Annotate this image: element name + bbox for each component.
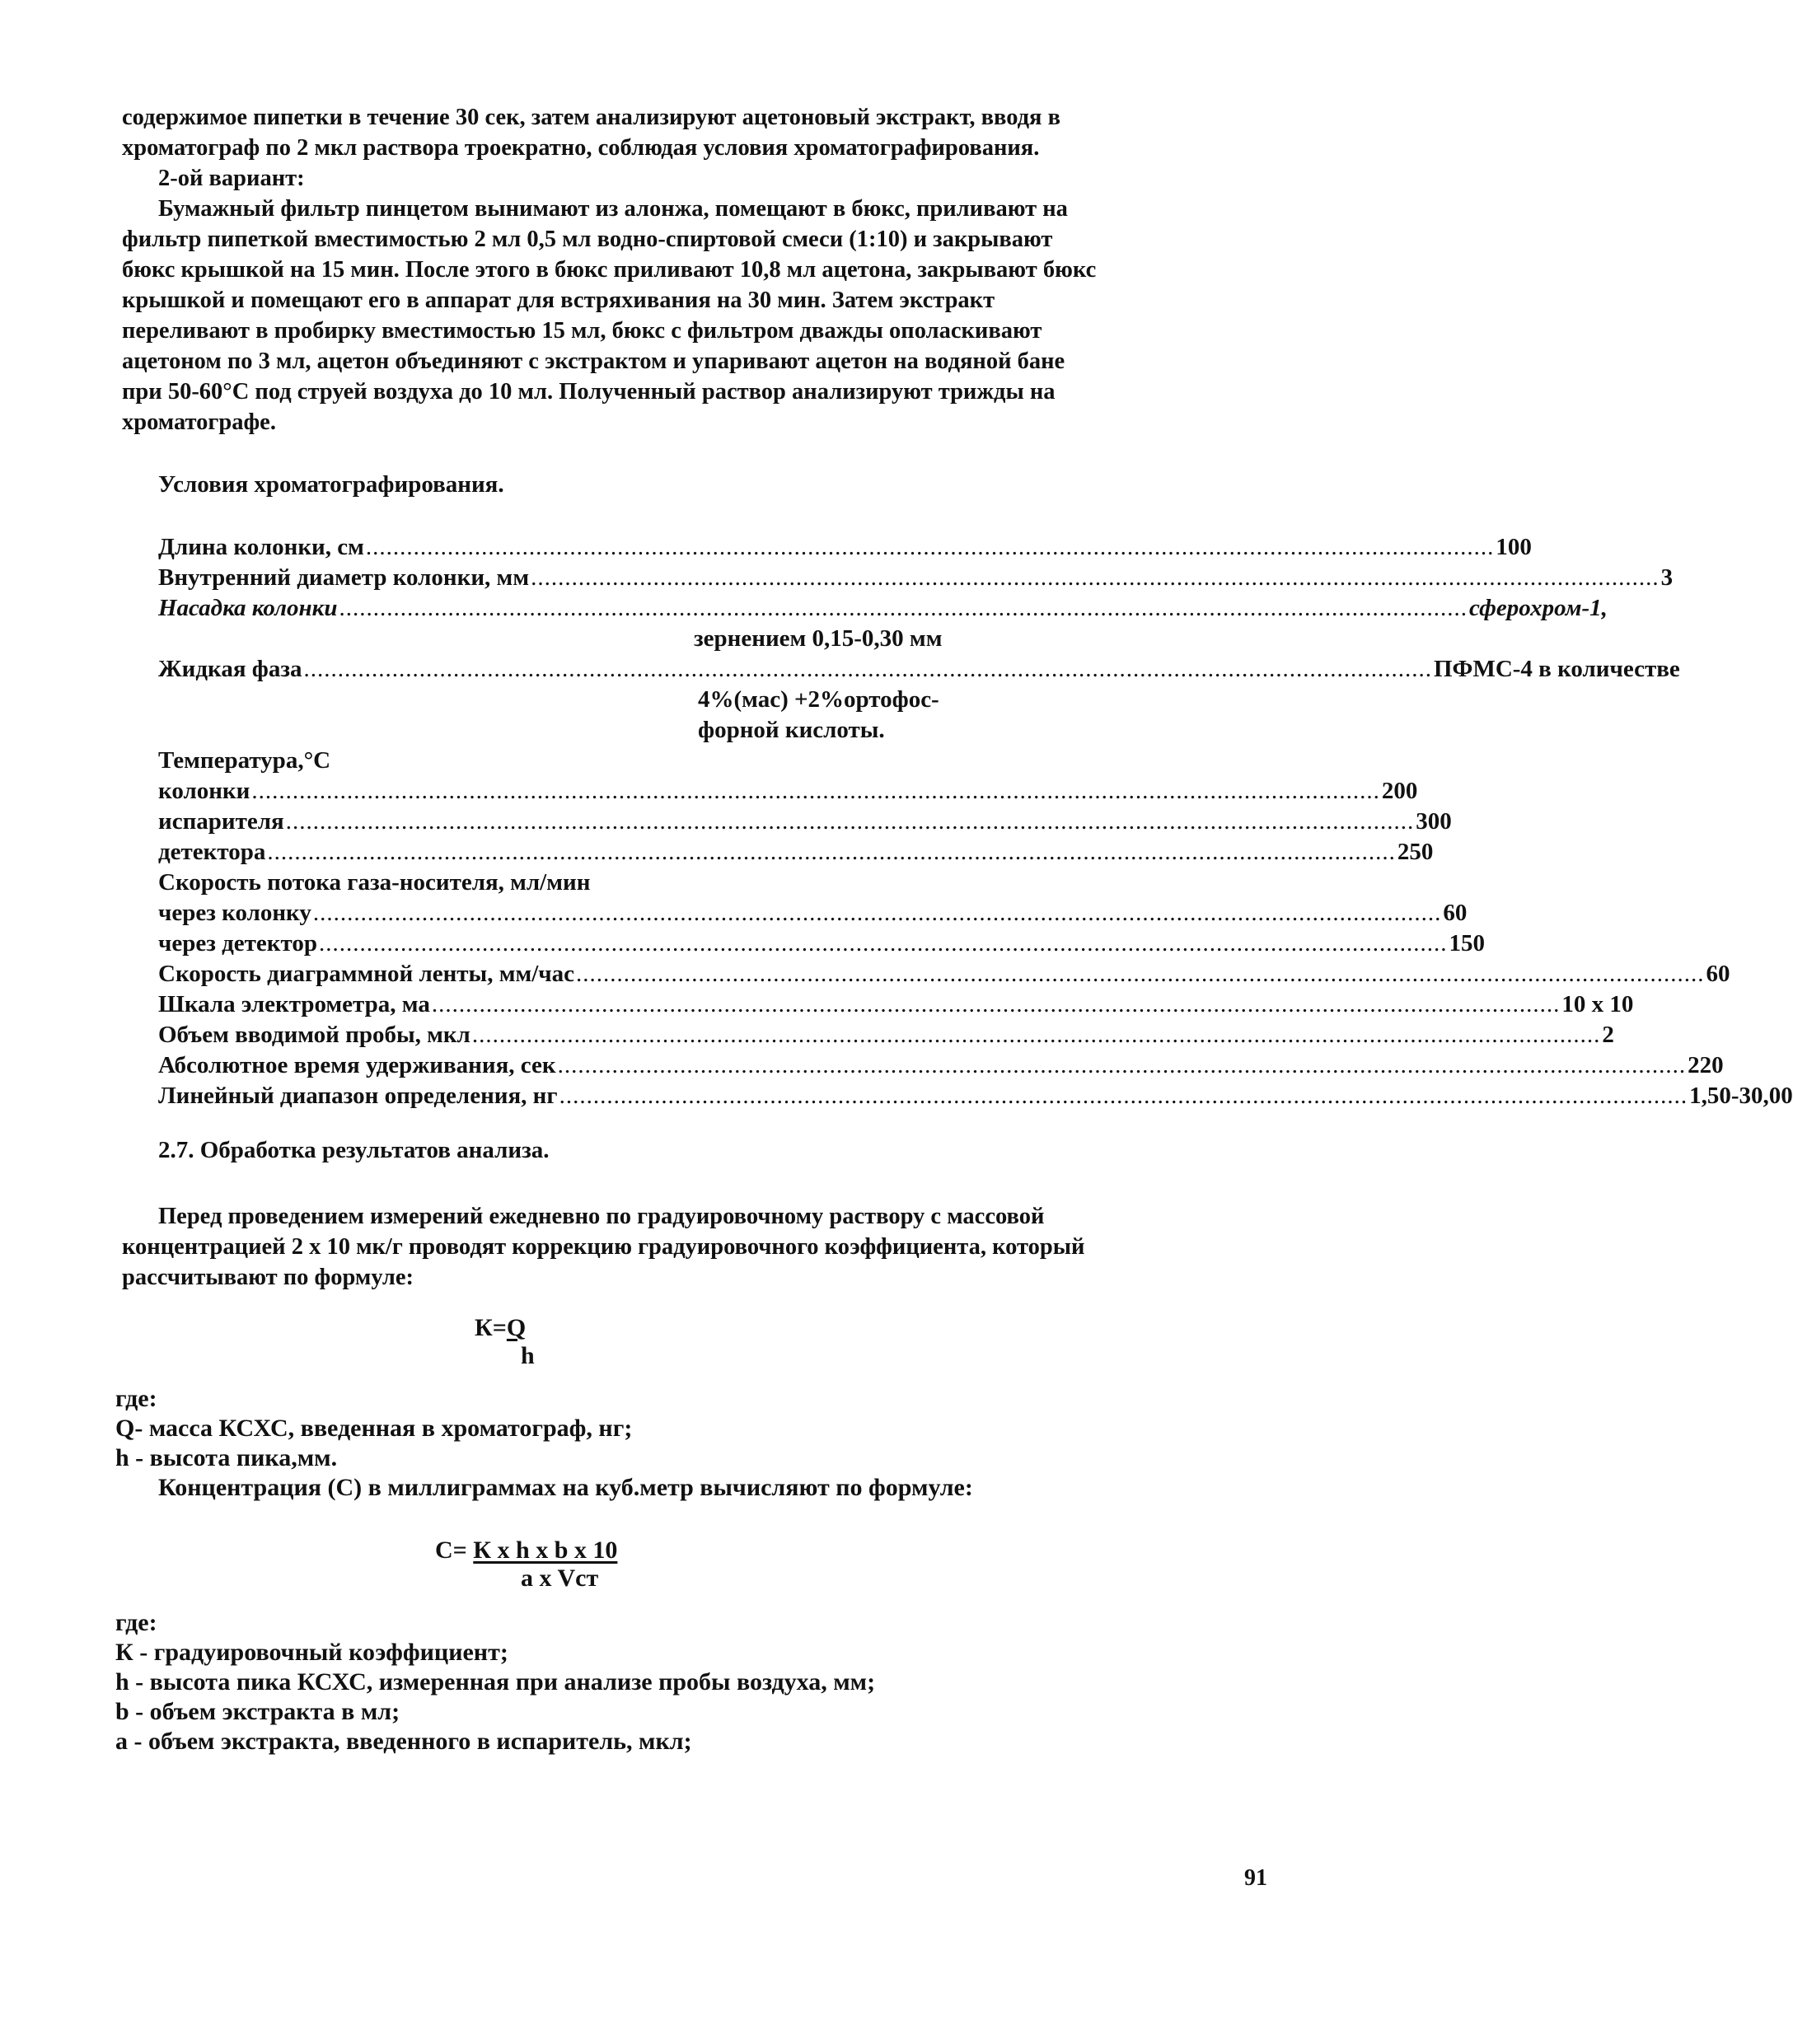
conditions-heading: Условия хроматографирования. xyxy=(158,471,504,498)
section-line: Перед проведением измерений ежедневно по градуировочному раствору с массовой xyxy=(158,1204,1045,1229)
condition-row: Внутренний диаметр колонки, мм ...................................................................................................................................................................... 3 xyxy=(158,563,1065,593)
condition-label: Линейный диапазон определения, нг xyxy=(158,1081,559,1111)
condition-value: сферохром-1, xyxy=(1468,593,1608,624)
legend-item: К - градуировочный коэффициент; xyxy=(115,1639,508,1666)
condition-value: 100 xyxy=(1494,532,1532,563)
flow-heading: Скорость потока газа-носителя, мл/мин xyxy=(158,869,591,896)
intro-paragraph xyxy=(122,102,1276,163)
formula-lhs: С= xyxy=(435,1537,474,1564)
condition-label: Длина колонки, см xyxy=(158,532,366,563)
variant2-line: ацетоном по 3 мл, ацетон объединяют с экстрактом и упаривают ацетон на водяной бане xyxy=(122,348,1065,374)
condition-label: через колонку xyxy=(158,898,313,928)
condition-label: детектора xyxy=(158,837,267,868)
legend-item: h - высота пика КСХС, измеренная при анализе пробы воздуха, мм; xyxy=(115,1668,876,1696)
condition-value: 3 xyxy=(1660,563,1674,593)
variant2-line: крышкой и помещают его в аппарат для встряхивания на 30 мин. Затем экстракт xyxy=(122,288,995,313)
variant2-line: при 50-60°С под струей воздуха до 10 мл. Полученный раствор анализируют трижды на xyxy=(122,379,1056,405)
section-heading: 2.7. Обработка результатов анализа. xyxy=(158,1137,550,1163)
condition-row: Скорость диаграммной ленты, мм/час ...................................................................................................................................................................... 60 xyxy=(158,959,1065,989)
condition-value: 60 xyxy=(1704,959,1730,989)
condition-row: испарителя ...................................................................................................................................................................... 300 xyxy=(158,807,1065,837)
formula-c-legend xyxy=(115,1608,875,1756)
legend-item: Q- масса КСХС, введенная в хроматограф, нг; xyxy=(115,1415,633,1442)
condition-label: Абсолютное время удерживания, сек xyxy=(158,1050,558,1081)
formula-k xyxy=(475,1313,535,1369)
legend-item: b - объем экстракта в мл; xyxy=(115,1698,400,1725)
condition-value: 250 xyxy=(1396,837,1434,868)
variant2-line: фильтр пипеткой вместимостью 2 мл 0,5 мл водно-спиртовой смеси (1:10) и закрывают xyxy=(122,227,1053,252)
condition-value: 300 xyxy=(1414,807,1452,837)
legend-where: где: xyxy=(115,1609,157,1636)
condition-row: Объем вводимой пробы, мкл ...................................................................................................................................................................... 2 xyxy=(158,1020,1065,1050)
condition-value: 200 xyxy=(1380,776,1418,807)
condition-row: Жидкая фаза ...................................................................................................................................................................... ПФМС-4 в количестве xyxy=(158,654,1065,685)
variant2-line: переливают в пробирку вместимостью 15 мл, бюкс с фильтром дважды ополаскивают xyxy=(122,318,1042,344)
condition-row: детектора ...................................................................................................................................................................... 250 xyxy=(158,837,1065,868)
condition-row: колонки ...................................................................................................................................................................... 200 xyxy=(158,776,1065,807)
intro-line: содержимое пипетки в течение 30 сек, затем анализируют ацетоновый экстракт, вводя в xyxy=(122,105,1060,130)
temperature-heading: Температура,°С xyxy=(158,747,331,774)
condition-value: 150 xyxy=(1448,928,1486,959)
formula-lhs: К= xyxy=(475,1314,507,1341)
condition-row: через колонку ...................................................................................................................................................................... 60 xyxy=(158,898,1065,928)
concentration-intro: Концентрация (С) в миллиграммах на куб.метр вычисляют по формуле: xyxy=(158,1474,973,1501)
condition-label: Скорость диаграммной ленты, мм/час xyxy=(158,959,576,989)
condition-row: Насадка колонки ...................................................................................................................................................................... сферохром-1, xyxy=(158,593,1065,624)
condition-label: через детектор xyxy=(158,928,319,959)
formula-denominator: h xyxy=(521,1342,535,1369)
variant2-title: 2-ой вариант: xyxy=(158,166,305,191)
condition-value-continued: форной кислоты. xyxy=(698,717,885,743)
condition-value: 220 xyxy=(1686,1050,1724,1081)
variant2-line: хроматографе. xyxy=(122,409,276,435)
formula-numerator: К x h x b x 10 xyxy=(473,1537,618,1564)
legend-where: где: xyxy=(115,1385,157,1412)
legend-item: а - объем экстракта, введенного в испаритель, мкл; xyxy=(115,1728,692,1755)
condition-label: Объем вводимой пробы, мкл xyxy=(158,1020,472,1050)
condition-value-continued: 4%(мас) +2%ортофос- xyxy=(698,686,939,713)
condition-label: испарителя xyxy=(158,807,286,837)
condition-label: Шкала электрометра, ма xyxy=(158,989,432,1020)
condition-row: Абсолютное время удерживания, сек ...................................................................................................................................................................... 220 xyxy=(158,1050,1065,1081)
legend-item: h - высота пика,мм. xyxy=(115,1444,338,1471)
formula-k-legend xyxy=(115,1384,973,1503)
conditions-list xyxy=(158,532,1793,1111)
intro-line: хроматограф по 2 мкл раствора троекратно, соблюдая условия хроматографирования. xyxy=(122,135,1040,161)
condition-row: Линейный диапазон определения, нг ...................................................................................................................................................................... 1,50-30,00 xyxy=(158,1081,1065,1111)
formula-denominator: a x Vст xyxy=(521,1565,599,1592)
formula-c xyxy=(435,1536,618,1592)
variant2-paragraph xyxy=(122,163,1276,437)
condition-value: 10 x 10 xyxy=(1560,989,1633,1020)
condition-label: колонки xyxy=(158,776,251,807)
condition-label: Жидкая фаза xyxy=(158,654,303,685)
condition-label: Внутренний диаметр колонки, мм xyxy=(158,563,531,593)
condition-row: Длина колонки, см ...................................................................................................................................................................... 100 xyxy=(158,532,1065,563)
formula-numerator: Q xyxy=(506,1314,527,1341)
condition-value-continued: зернением 0,15-0,30 мм xyxy=(694,625,943,652)
condition-value: 60 xyxy=(1441,898,1467,928)
condition-row: через детектор ...................................................................................................................................................................... 150 xyxy=(158,928,1065,959)
condition-value: 1,50-30,00 xyxy=(1688,1081,1793,1111)
variant2-line: Бумажный фильтр пинцетом вынимают из алонжа, помещают в бюкс, приливают на xyxy=(158,196,1068,222)
condition-value: 2 xyxy=(1600,1020,1614,1050)
variant2-line: бюкс крышкой на 15 мин. После этого в бюкс приливают 10,8 мл ацетона, закрывают бюкс xyxy=(122,257,1097,283)
page-number: 91 xyxy=(1244,1865,1267,1891)
section-line: рассчитывают по формуле: xyxy=(122,1265,414,1290)
section-line: концентрацией 2 x 10 мк/г проводят коррекцию градуировочного коэффициента, который xyxy=(122,1234,1085,1260)
condition-value: ПФМС-4 в количестве xyxy=(1432,654,1680,685)
section-paragraph xyxy=(122,1201,1276,1293)
condition-row: Шкала электрометра, ма ...................................................................................................................................................................... 10 x 10 xyxy=(158,989,1065,1020)
condition-label: Насадка колонки xyxy=(158,593,339,624)
